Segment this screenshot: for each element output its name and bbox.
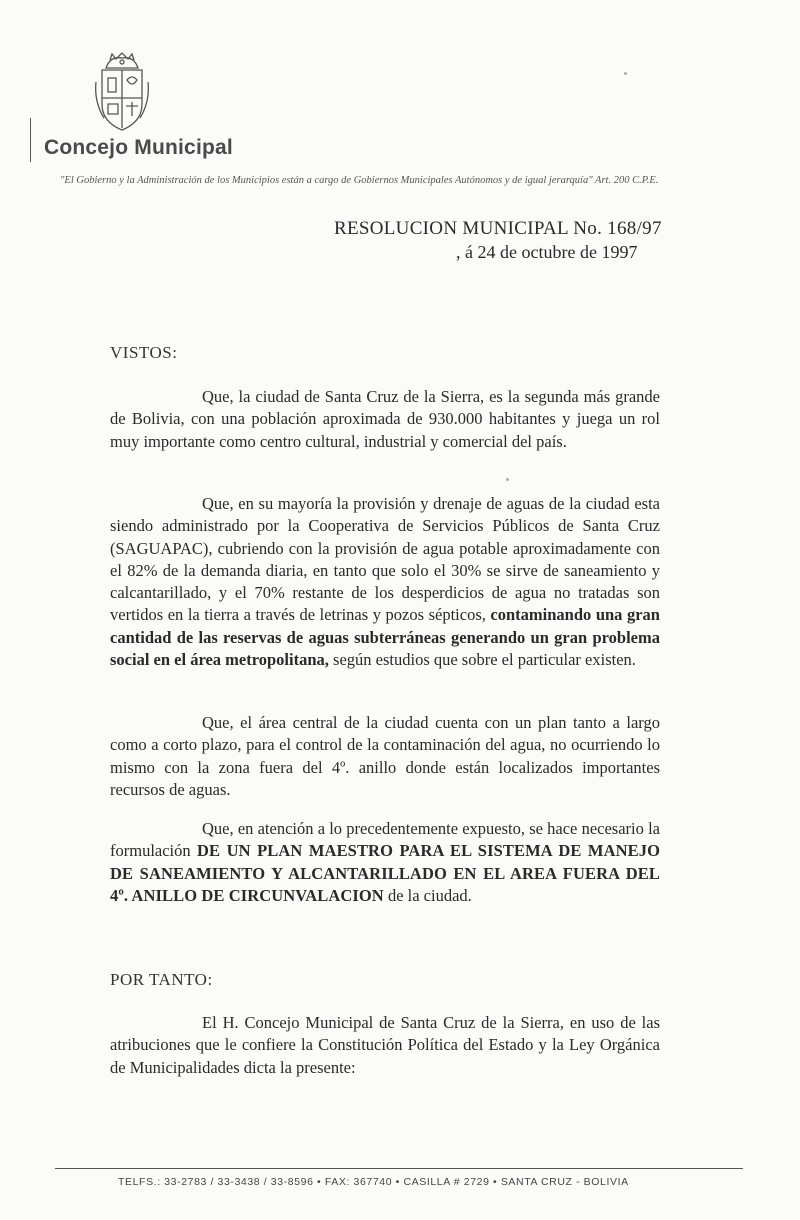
paper-speck [624,72,627,75]
por-tanto-paragraph-1 [110,1012,660,1079]
resolution-date: , á 24 de octubre de 1997 [456,242,638,262]
vistos-p1-text: Que, la ciudad de Santa Cruz de la Sierra, es la segunda más grande de Bolivia, con una población aproximada de 930.000 habitantes y juega un rol muy importante como centro cultural, industrial y comercial del país. [110,387,660,451]
header-motto: "El Gobierno y la Administración de los Municipios están a cargo de Gobiernos Municipales Autónomos y de igual jerarquía" Art. 200 C.P.E. [60,175,659,186]
vistos-p2-text-b: según estudios que sobre el particular existen. [333,650,636,670]
coat-of-arms-icon [92,52,152,136]
por-tanto-heading: POR TANTO: [110,970,213,989]
vistos-p4-text-a: Que, en atención a lo precedentemente expuesto, se hace necesario la formulación [110,819,660,861]
por-tanto-p1-text: El H. Concejo Municipal de Santa Cruz de la Sierra, en uso de las atribuciones que le confiere la Constitución Política del Estado y la Ley Orgánica de Municipalidades dicta la presente: [110,1013,660,1077]
vistos-paragraph-1 [110,386,660,453]
vistos-p2-text-a: Que, en su mayoría la provisión y drenaje de aguas de la ciudad esta siendo administrado por la Cooperativa de Servicios Públicos de Santa Cruz (SAGUAPAC), cubriendo con la provisión de agua potable aproximadamente con el 82% de la demanda diaria, en tanto que solo el 30% se sirve de saneamiento y calcantarillado, y el 70% restante de los desperdicios de agua no tratadas son vertidos en la tierra a través de letrinas y pozos sépticos, [110,494,660,625]
left-margin-rule [30,118,31,162]
vistos-paragraph-4 [110,818,660,907]
footer-rule [55,1168,743,1169]
paper-speck [506,478,509,481]
vistos-p3-text: Que, el área central de la ciudad cuenta con un plan tanto a largo como a corto plazo, para el control de la contaminación del agua, no ocurriendo lo mismo con la zona fuera del 4º. anillo donde están localizados importantes recursos de aguas. [110,713,660,799]
resolution-title: RESOLUCION MUNICIPAL No. 168/97 [334,218,662,239]
vistos-p4-bold: DE UN PLAN MAESTRO PARA EL SISTEMA DE MANEJO DE SANEAMIENTO Y ALCANTARILLADO EN EL AREA FUERA DEL 4º. ANILLO DE CIRCUNVALACION [110,841,660,905]
vistos-paragraph-3 [110,712,660,801]
vistos-heading: VISTOS: [110,343,178,362]
vistos-paragraph-2 [110,493,660,671]
vistos-p2-bold: contaminando una gran cantidad de las reservas de aguas subterráneas generando un gran problema social en el área metropolitana, [110,605,660,670]
org-name: Concejo Municipal [44,136,233,159]
vistos-p4-text-b: de la ciudad. [387,885,472,905]
footer-contact: TELFS.: 33-2783 / 33-3438 / 33-8596 • FAX: 367740 • CASILLA # 2729 • SANTA CRUZ - BOLIVIA [118,1176,629,1188]
